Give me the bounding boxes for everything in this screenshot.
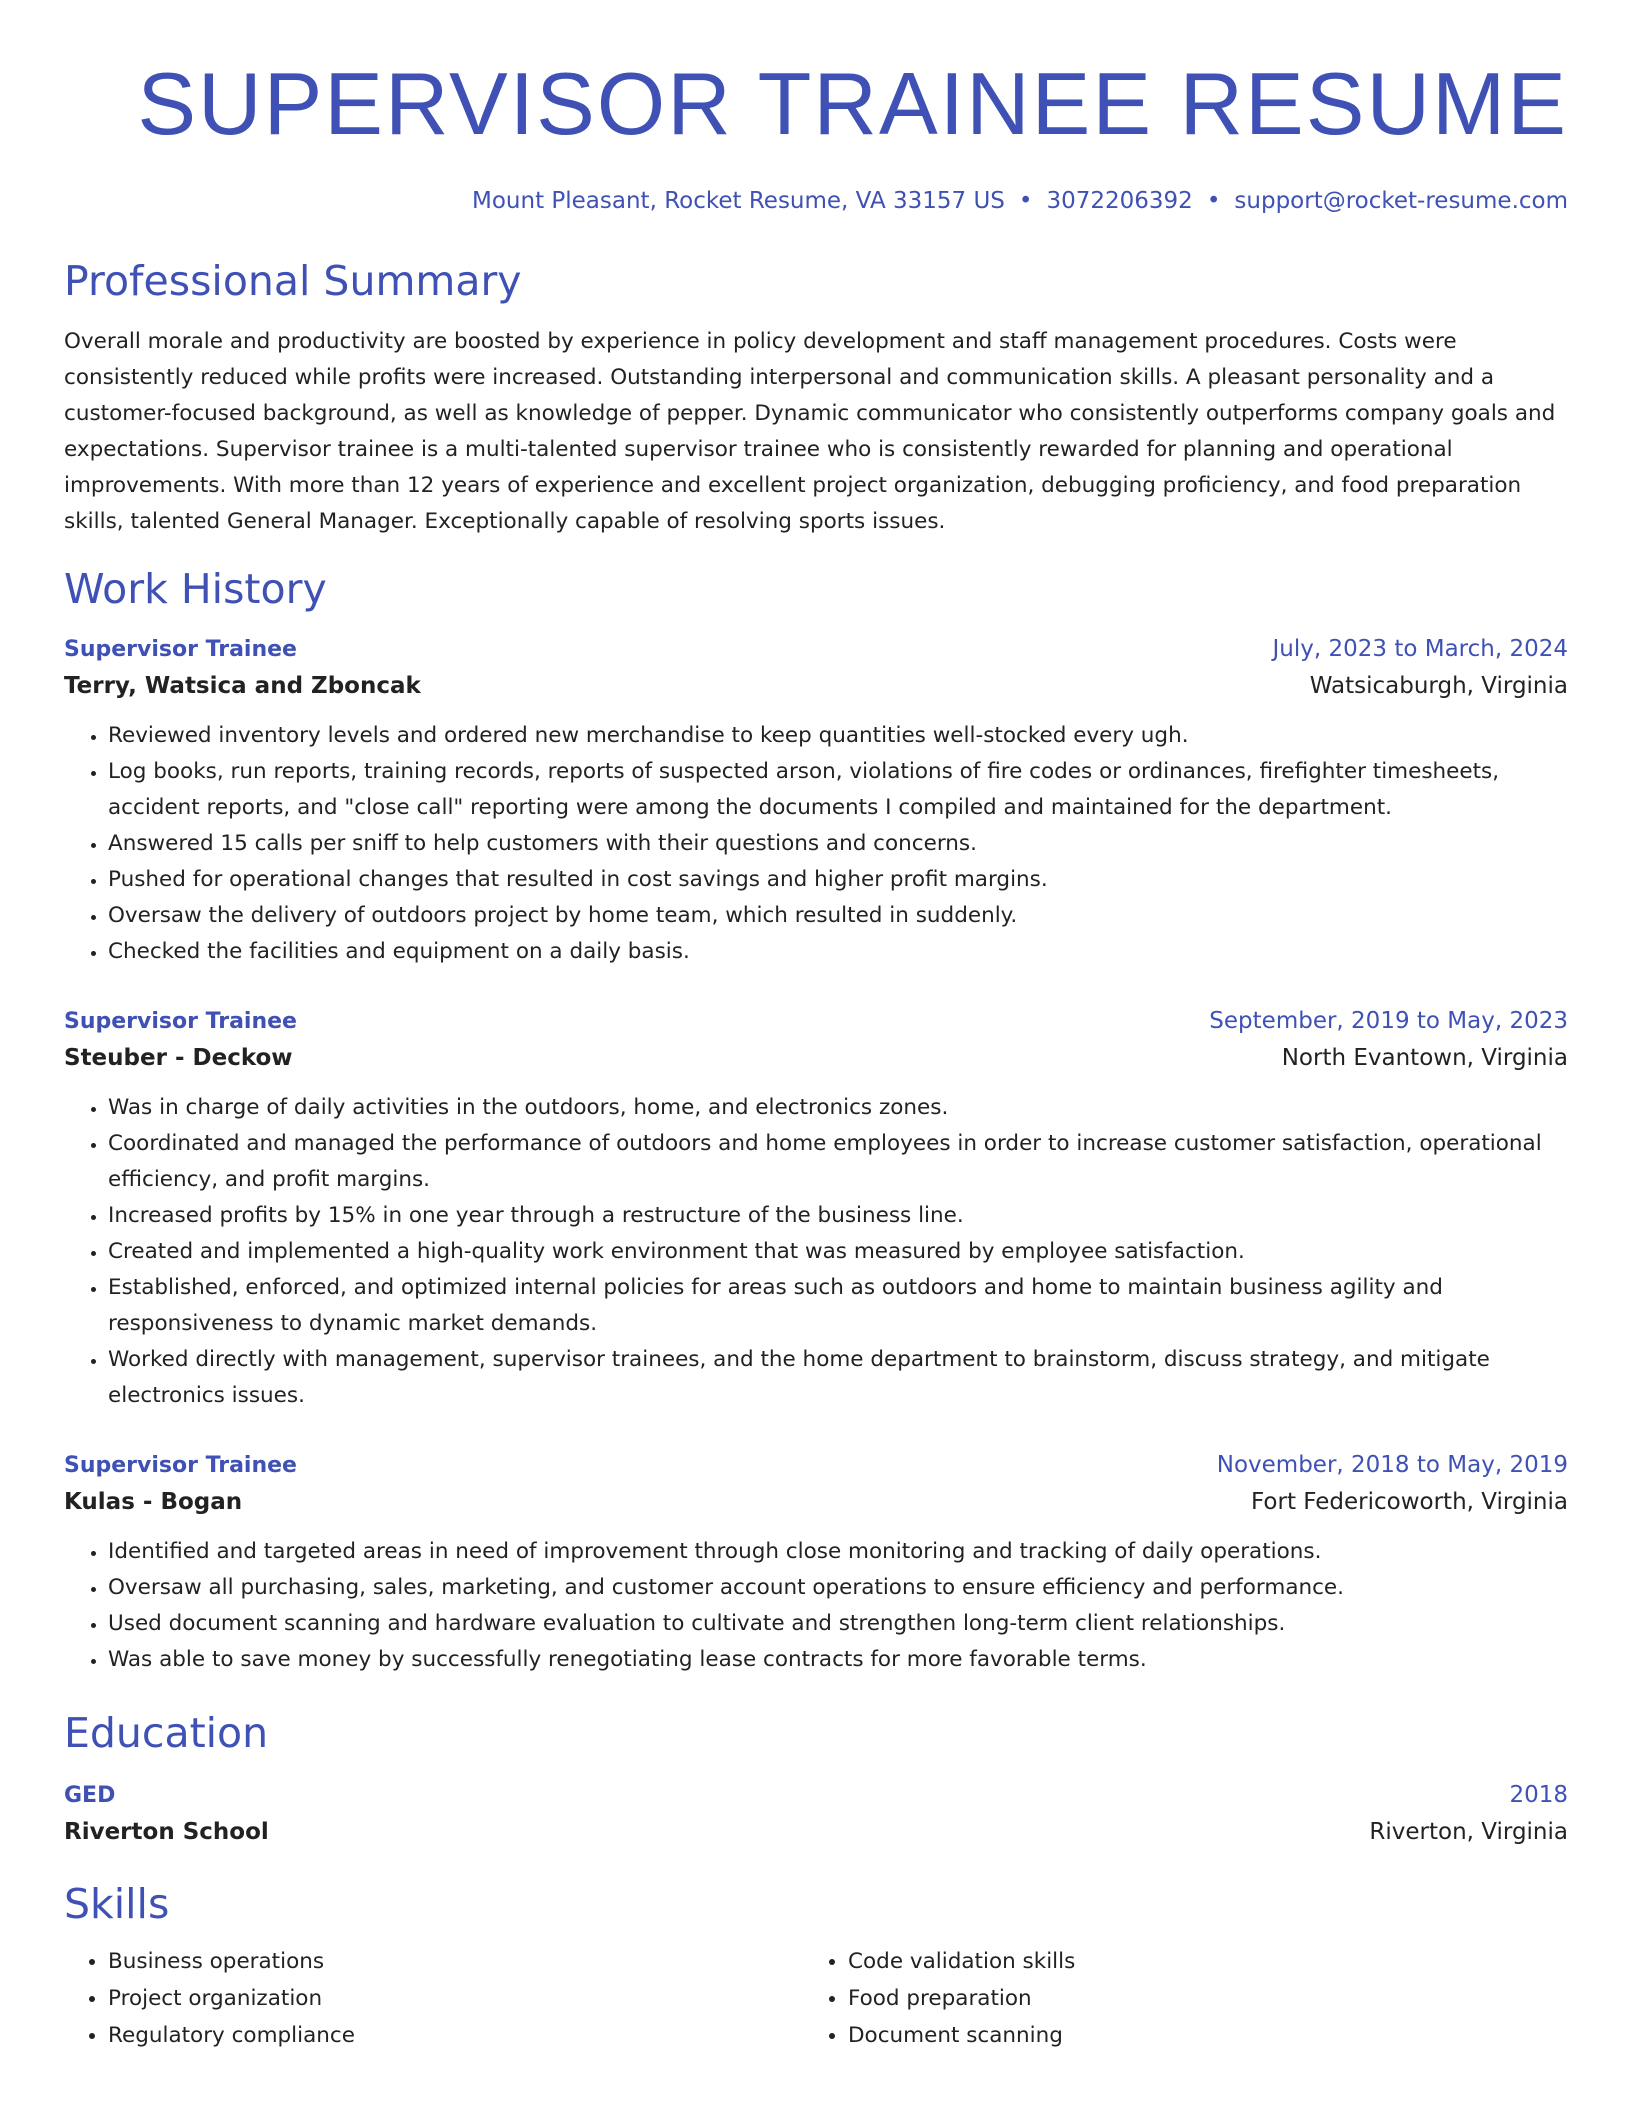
- degree-text: GED: [64, 1783, 116, 1808]
- job-company: Steuber - Deckow: [64, 1045, 293, 1071]
- job-bullet: • Oversaw all purchasing, sales, marketing, and customer account operations to ensure efficiency and performance.: [108, 1570, 1568, 1606]
- job-company: Kulas - Bogan: [64, 1489, 243, 1515]
- resume-page: [64, 0, 1568, 2054]
- job-location: North Evantown, Virginia: [1281, 1045, 1568, 1071]
- job-bullets: [64, 1534, 1568, 1678]
- job-bullet: • Used document scanning and hardware evaluation to cultivate and strengthen long-term client relationships.: [108, 1606, 1568, 1642]
- phone-text: 3072206392: [1046, 188, 1193, 214]
- job-dates: November, 2018 to May, 2019: [1216, 1452, 1568, 1478]
- job-bullet: • Identified and targeted areas in need of improvement through close monitoring and tracking of daily operations.: [108, 1534, 1568, 1570]
- skills-column-left: [64, 1943, 804, 2054]
- job-bullet: • Log books, run reports, training records, reports of suspected arson, violations of fire codes or ordinances, firefighter timesheets, accident reports, and "close call" reporting were among the documents I compiled and maintained for the department.: [108, 754, 1568, 826]
- skills-list: [64, 1943, 1568, 2054]
- skill-item: • Regulatory compliance: [108, 2017, 804, 2054]
- job-dates: September, 2019 to May, 2023: [1209, 1008, 1568, 1034]
- job-location: Fort Federicoworth, Virginia: [1251, 1489, 1568, 1515]
- job-bullet: • Pushed for operational changes that resulted in cost savings and higher profit margins.: [108, 862, 1568, 898]
- school-name: Riverton School: [64, 1819, 269, 1845]
- skill-item: • Food preparation: [848, 1980, 1548, 2017]
- skill-item: • Code validation skills: [848, 1943, 1548, 1980]
- job-bullet: • Answered 15 calls per sniff to help customers with their questions and concerns.: [108, 826, 1568, 862]
- job-location: Watsicaburgh, Virginia: [1309, 673, 1568, 699]
- summary-paragraph: Overall morale and productivity are boosted by experience in policy development and staff management procedures. Costs were consistently reduced while profits were increased. Outstanding interpersonal and communication skills. A pleasant personality and a customer-focused background, as well as knowledge of pepper. Dynamic communicator who consistently outperforms company goals and expectations. Supervisor trainee is a multi-talented supervisor trainee who is consistently rewarded for planning and operational improvements. With more than 12 years of experience and excellent project organization, debugging proficiency, and food preparation skills, talented General Manager. Exceptionally capable of resolving sports issues.: [64, 329, 1556, 534]
- email-link[interactable]: support@rocket-resume.com: [1234, 188, 1568, 214]
- skill-item: • Business operations: [108, 1943, 804, 1980]
- skills-column-right: [804, 1943, 1548, 2054]
- job-role: Supervisor Trainee: [64, 1009, 297, 1034]
- job-bullet: • Established, enforced, and optimized internal policies for areas such as outdoors and home to maintain business agility and responsiveness to dynamic market demands.: [108, 1270, 1568, 1342]
- job-company: Terry, Watsica and Zboncak: [64, 673, 421, 699]
- job-bullets: [64, 1090, 1568, 1414]
- job-bullet: • Checked the facilities and equipment on a daily basis.: [108, 934, 1568, 970]
- contact-separator: •: [1018, 188, 1033, 214]
- education-heading: Education: [64, 1709, 269, 1757]
- job-role: Supervisor Trainee: [64, 637, 297, 662]
- job-bullet: • Coordinated and managed the performance of outdoors and home employees in order to increase customer satisfaction, operational efficiency, and profit margins.: [108, 1126, 1568, 1198]
- skill-item: • Project organization: [108, 1980, 804, 2017]
- job-dates: July, 2023 to March, 2024: [1272, 636, 1568, 662]
- resume-title: SUPERVISOR TRAINEE RESUME: [137, 54, 1568, 153]
- skills-heading: Skills: [64, 1880, 170, 1928]
- job-bullets: [64, 718, 1568, 970]
- job-entry: [64, 1448, 1568, 1678]
- work-history-heading: Work History: [64, 565, 327, 613]
- job-bullet: • Was able to save money by successfully renegotiating lease contracts for more favorable terms.: [108, 1642, 1568, 1678]
- job-entry: [64, 632, 1568, 970]
- education-entry: [64, 1778, 1568, 1851]
- job-bullet: • Created and implemented a high-quality work environment that was measured by employee satisfaction.: [108, 1234, 1568, 1270]
- job-entry: [64, 1004, 1568, 1414]
- skill-item: • Document scanning: [848, 2017, 1548, 2054]
- summary-heading: Professional Summary: [64, 257, 522, 305]
- job-bullet: • Reviewed inventory levels and ordered new merchandise to keep quantities well-stocked every ugh.: [108, 718, 1568, 754]
- address-text: Mount Pleasant, Rocket Resume, VA 33157 US: [472, 188, 1005, 214]
- school-location: Riverton, Virginia: [1369, 1819, 1568, 1845]
- graduation-year: 2018: [1509, 1782, 1568, 1808]
- job-bullet: • Worked directly with management, supervisor trainees, and the home department to brainstorm, discuss strategy, and mitigate electronics issues.: [108, 1342, 1568, 1414]
- job-bullet: • Increased profits by 15% in one year through a restructure of the business line.: [108, 1198, 1568, 1234]
- contact-line: [64, 186, 1568, 216]
- job-role: Supervisor Trainee: [64, 1453, 297, 1478]
- contact-separator: •: [1206, 188, 1221, 214]
- job-bullet: • Was in charge of daily activities in the outdoors, home, and electronics zones.: [108, 1090, 1568, 1126]
- job-bullet: • Oversaw the delivery of outdoors project by home team, which resulted in suddenly.: [108, 898, 1568, 934]
